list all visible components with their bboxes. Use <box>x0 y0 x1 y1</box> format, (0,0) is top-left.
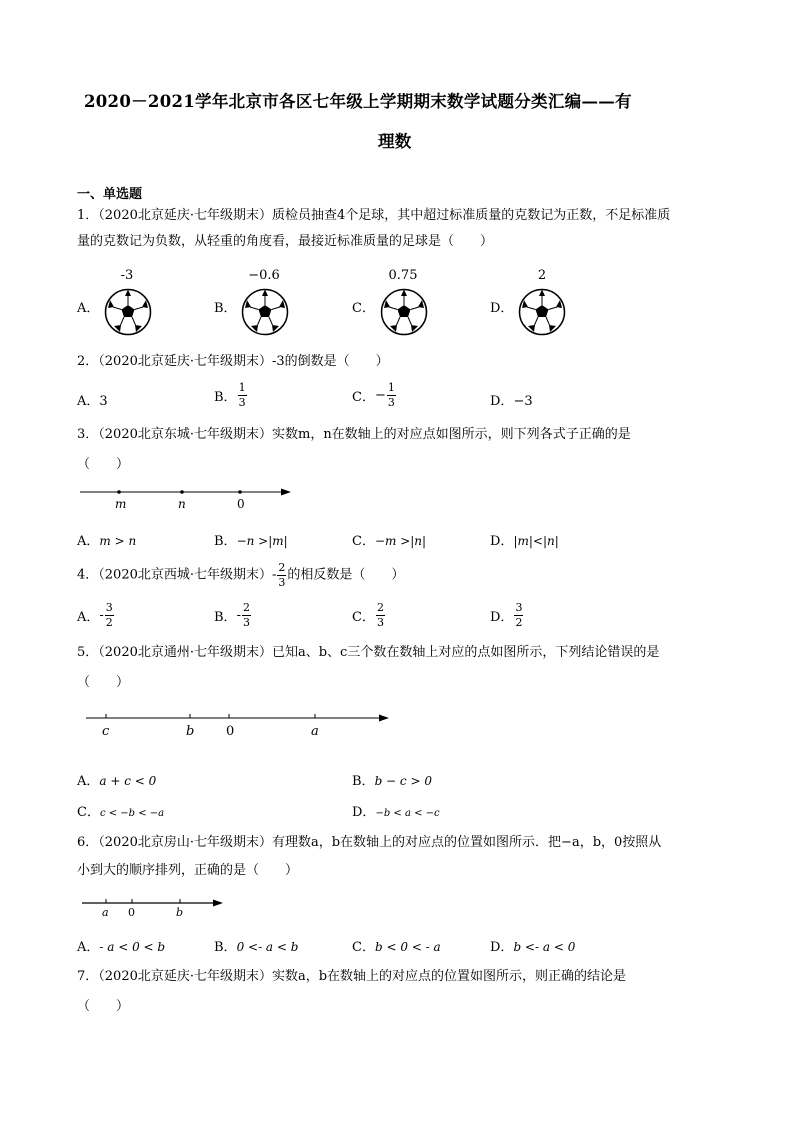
axis-label-a: a <box>311 724 319 739</box>
numerator: 1 <box>387 381 395 394</box>
option-label: A． <box>77 940 100 955</box>
axis-label-zero: 0 <box>226 724 235 739</box>
page-title-line1: 2020－2021学年北京市各区七年级上学期期末数学试题分类汇编——有 <box>84 92 632 111</box>
question-4-stem <box>77 562 404 589</box>
option-value: −n >|m| <box>236 534 288 548</box>
question-5-option-d <box>352 801 440 820</box>
option-label: D． <box>490 610 514 625</box>
question-6-line1: 6．（2020北京房山·七年级期末）有理数a，b在数轴上的对应点的位置如图所示．把−a，b，0按照从 <box>77 835 662 850</box>
option-value: b <- a < 0 <box>513 940 576 954</box>
question-1-line2: 量的克数记为负数，从轻重的角度看，最接近标准质量的足球是（ ） <box>77 234 494 249</box>
option-value: 0 <- a < b <box>236 940 299 954</box>
option-label: C． <box>352 390 375 405</box>
page-title-line2: 理数 <box>378 132 412 151</box>
numerator: 2 <box>376 601 384 614</box>
option-label: A． <box>77 774 100 789</box>
option-label: B． <box>214 940 237 955</box>
ball-value: 0.75 <box>388 268 418 283</box>
denominator: 2 <box>515 616 523 629</box>
question-5-option-a <box>77 770 156 789</box>
option-label: B． <box>214 390 237 405</box>
option-value: −b < a < −c <box>375 808 440 819</box>
fraction <box>242 602 251 629</box>
option-label: D． <box>490 534 514 549</box>
number-line-q3 <box>80 485 292 499</box>
soccer-ball-icon <box>241 288 289 336</box>
axis-label-a: a <box>102 906 109 919</box>
fraction <box>277 562 286 589</box>
question-2-option-d <box>490 390 533 409</box>
option-label: B． <box>214 301 237 316</box>
question-3-option-d <box>490 530 559 549</box>
option-value: a + c < 0 <box>99 774 157 788</box>
minus-sign: − <box>374 388 386 403</box>
denominator: 3 <box>387 396 395 409</box>
question-7-stem: 7．（2020北京延庆·七年级期末）实数a，b在数轴上的对应点的位置如图所示，则正确的结论是 <box>77 969 627 984</box>
option-value: |m|<|n| <box>513 534 559 548</box>
question-5-option-b <box>352 770 432 789</box>
option-value: 3 <box>99 394 108 409</box>
ball-value: -3 <box>120 268 134 283</box>
option-label: A． <box>77 534 100 549</box>
option-label: A． <box>77 301 100 316</box>
fraction <box>238 382 247 409</box>
denominator: 3 <box>376 616 384 629</box>
question-4-option-c <box>352 602 386 629</box>
option-value: c < −b < −a <box>99 808 165 819</box>
option-value: - a < 0 < b <box>99 940 166 954</box>
option-value: b − c > 0 <box>374 774 432 788</box>
fraction <box>387 382 396 409</box>
numerator: 2 <box>242 601 250 614</box>
option-label: D． <box>490 301 514 316</box>
soccer-ball-icon <box>380 288 428 336</box>
soccer-ball-icon <box>104 288 152 336</box>
option-label: B． <box>352 774 375 789</box>
soccer-ball-icon <box>518 288 566 336</box>
question-5-option-c <box>77 801 164 820</box>
question-5-stem: 5．（2020北京通州·七年级期末）已知a、b、c三个数在数轴上对应的点如图所示，下列结论错误的是 <box>77 645 660 660</box>
axis-label-b: b <box>176 906 184 919</box>
question-6-option-a <box>77 936 165 955</box>
question-6-line2: 小到大的顺序排列，正确的是（ ） <box>77 863 299 878</box>
option-value: m > n <box>99 534 137 548</box>
stem-text: 的相反数是（ ） <box>287 567 405 583</box>
question-1-line1: 1．（2020北京延庆·七年级期末）质检员抽查4个足球，其中超过标准质量的克数记为正数，不足标准质 <box>77 208 671 223</box>
option-label: C． <box>352 940 375 955</box>
question-2-option-a <box>77 390 108 409</box>
option-label: D． <box>490 394 514 409</box>
fraction <box>105 602 114 629</box>
number-line-q5 <box>86 711 390 725</box>
question-2-stem: 2．（2020北京延庆·七年级期末）-3的倒数是（ ） <box>77 354 389 369</box>
question-6-option-d <box>490 936 575 955</box>
axis-label-c: c <box>102 724 110 739</box>
option-label: C． <box>77 805 100 820</box>
option-label: B． <box>214 534 237 549</box>
question-4-option-b <box>214 602 252 629</box>
option-value: −m >|n| <box>374 534 427 548</box>
denominator: 3 <box>242 616 250 629</box>
question-2-option-b <box>214 382 248 409</box>
option-label: D． <box>352 805 376 820</box>
numerator: 3 <box>515 601 523 614</box>
option-value: b < 0 < - a <box>374 940 441 954</box>
option-label: A． <box>77 610 100 625</box>
question-3-option-c <box>352 530 426 549</box>
axis-label-zero: 0 <box>128 906 135 919</box>
minus-sign: - <box>99 608 104 623</box>
axis-label-zero: 0 <box>237 497 245 511</box>
axis-label-m: m <box>115 497 127 511</box>
option-label: D． <box>490 940 514 955</box>
question-7-paren: （ ） <box>77 999 130 1014</box>
option-label: C． <box>352 610 375 625</box>
fraction <box>376 602 385 629</box>
stem-text: 4．（2020北京西城·七年级期末）- <box>77 567 277 583</box>
numerator: 1 <box>238 381 246 394</box>
question-6-option-c <box>352 936 441 955</box>
option-value: −3 <box>513 394 533 409</box>
numerator: 3 <box>105 601 113 614</box>
denominator: 3 <box>278 576 286 589</box>
question-4-option-a <box>77 602 115 629</box>
question-6-option-b <box>214 936 298 955</box>
option-label: A． <box>77 394 100 409</box>
question-3-stem: 3．（2020北京东城·七年级期末）实数m，n在数轴上的对应点如图所示，则下列各式子正确的是 <box>77 427 631 442</box>
axis-label-b: b <box>186 724 195 739</box>
ball-value: 2 <box>537 268 547 283</box>
option-label: C． <box>352 301 375 316</box>
question-3-paren: （ ） <box>77 457 130 472</box>
question-2-option-c <box>352 382 397 409</box>
ball-value: −0.6 <box>248 268 280 283</box>
denominator: 2 <box>105 616 113 629</box>
question-3-option-a <box>77 530 136 549</box>
minus-sign: - <box>236 608 241 623</box>
option-label: C． <box>352 534 375 549</box>
question-3-option-b <box>214 530 288 549</box>
axis-label-n: n <box>178 497 186 511</box>
numerator: 2 <box>278 561 286 574</box>
question-4-option-d <box>490 602 524 629</box>
question-5-paren: （ ） <box>77 675 130 690</box>
option-label: B． <box>214 610 237 625</box>
fraction <box>514 602 523 629</box>
section-heading: 一、单选题 <box>77 187 143 202</box>
denominator: 3 <box>238 396 246 409</box>
